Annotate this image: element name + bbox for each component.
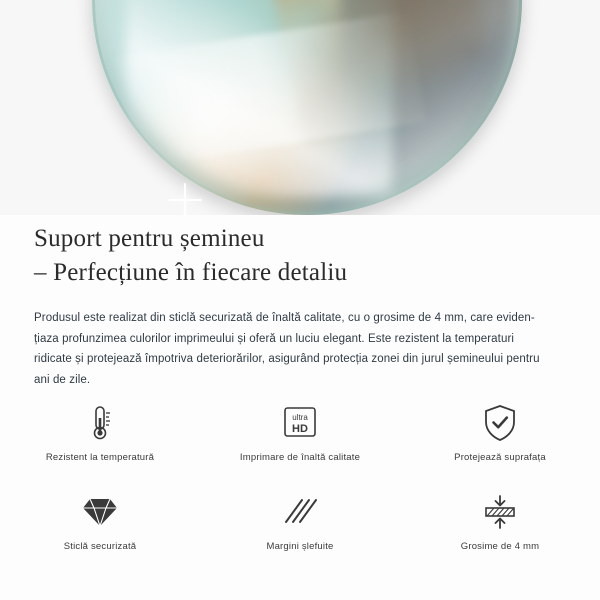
feature-item-polished-edges bbox=[200, 491, 400, 552]
svg-text:ultra: ultra bbox=[292, 413, 308, 422]
feature-label: Grosime de 4 mm bbox=[460, 541, 540, 552]
headline-line-2: – Perfecțiune în fiecare detaliu bbox=[34, 259, 348, 286]
description-paragraph: Produsul este realizat din sticlă securizată de înaltă calitate, cu o grosime de 4 mm, care eviden-țiaza profunzimea culorilor imprimeului și oferă un luciu elegant. Este rezistent la temperaturi ridicate și protejează împotriva deteriorărilor, asigurând protecția zonei din jurul șemineului pentru ani de zile. bbox=[34, 312, 540, 386]
text-content bbox=[0, 222, 600, 390]
feature-label: Sticlă securizată bbox=[63, 541, 137, 552]
feature-item-surface-protection bbox=[400, 402, 600, 463]
glass-board-photo bbox=[92, 0, 522, 215]
feature-item-temperature bbox=[0, 402, 200, 463]
hero-image bbox=[0, 0, 600, 215]
diamond-icon bbox=[81, 491, 119, 533]
feature-label: Rezistent la temperatură bbox=[45, 452, 155, 463]
svg-text:HD: HD bbox=[292, 423, 308, 435]
feature-item-thickness bbox=[400, 491, 600, 552]
feature-label: Imprimare de înaltă calitate bbox=[239, 452, 361, 463]
page-title bbox=[0, 222, 600, 290]
feature-label: Protejează suprafața bbox=[454, 452, 546, 463]
thickness-4mm-icon bbox=[481, 491, 519, 533]
thermometer-icon bbox=[85, 402, 115, 444]
feature-label: Margini șlefuite bbox=[266, 541, 334, 552]
feature-grid bbox=[0, 402, 600, 552]
ultra-hd-icon bbox=[282, 402, 318, 444]
polished-edges-icon bbox=[282, 491, 318, 533]
feature-item-print-quality bbox=[200, 402, 400, 463]
shield-check-icon bbox=[483, 402, 517, 444]
feature-item-tempered-glass bbox=[0, 491, 200, 552]
headline-line-1: Suport pentru șemineu bbox=[34, 225, 265, 252]
